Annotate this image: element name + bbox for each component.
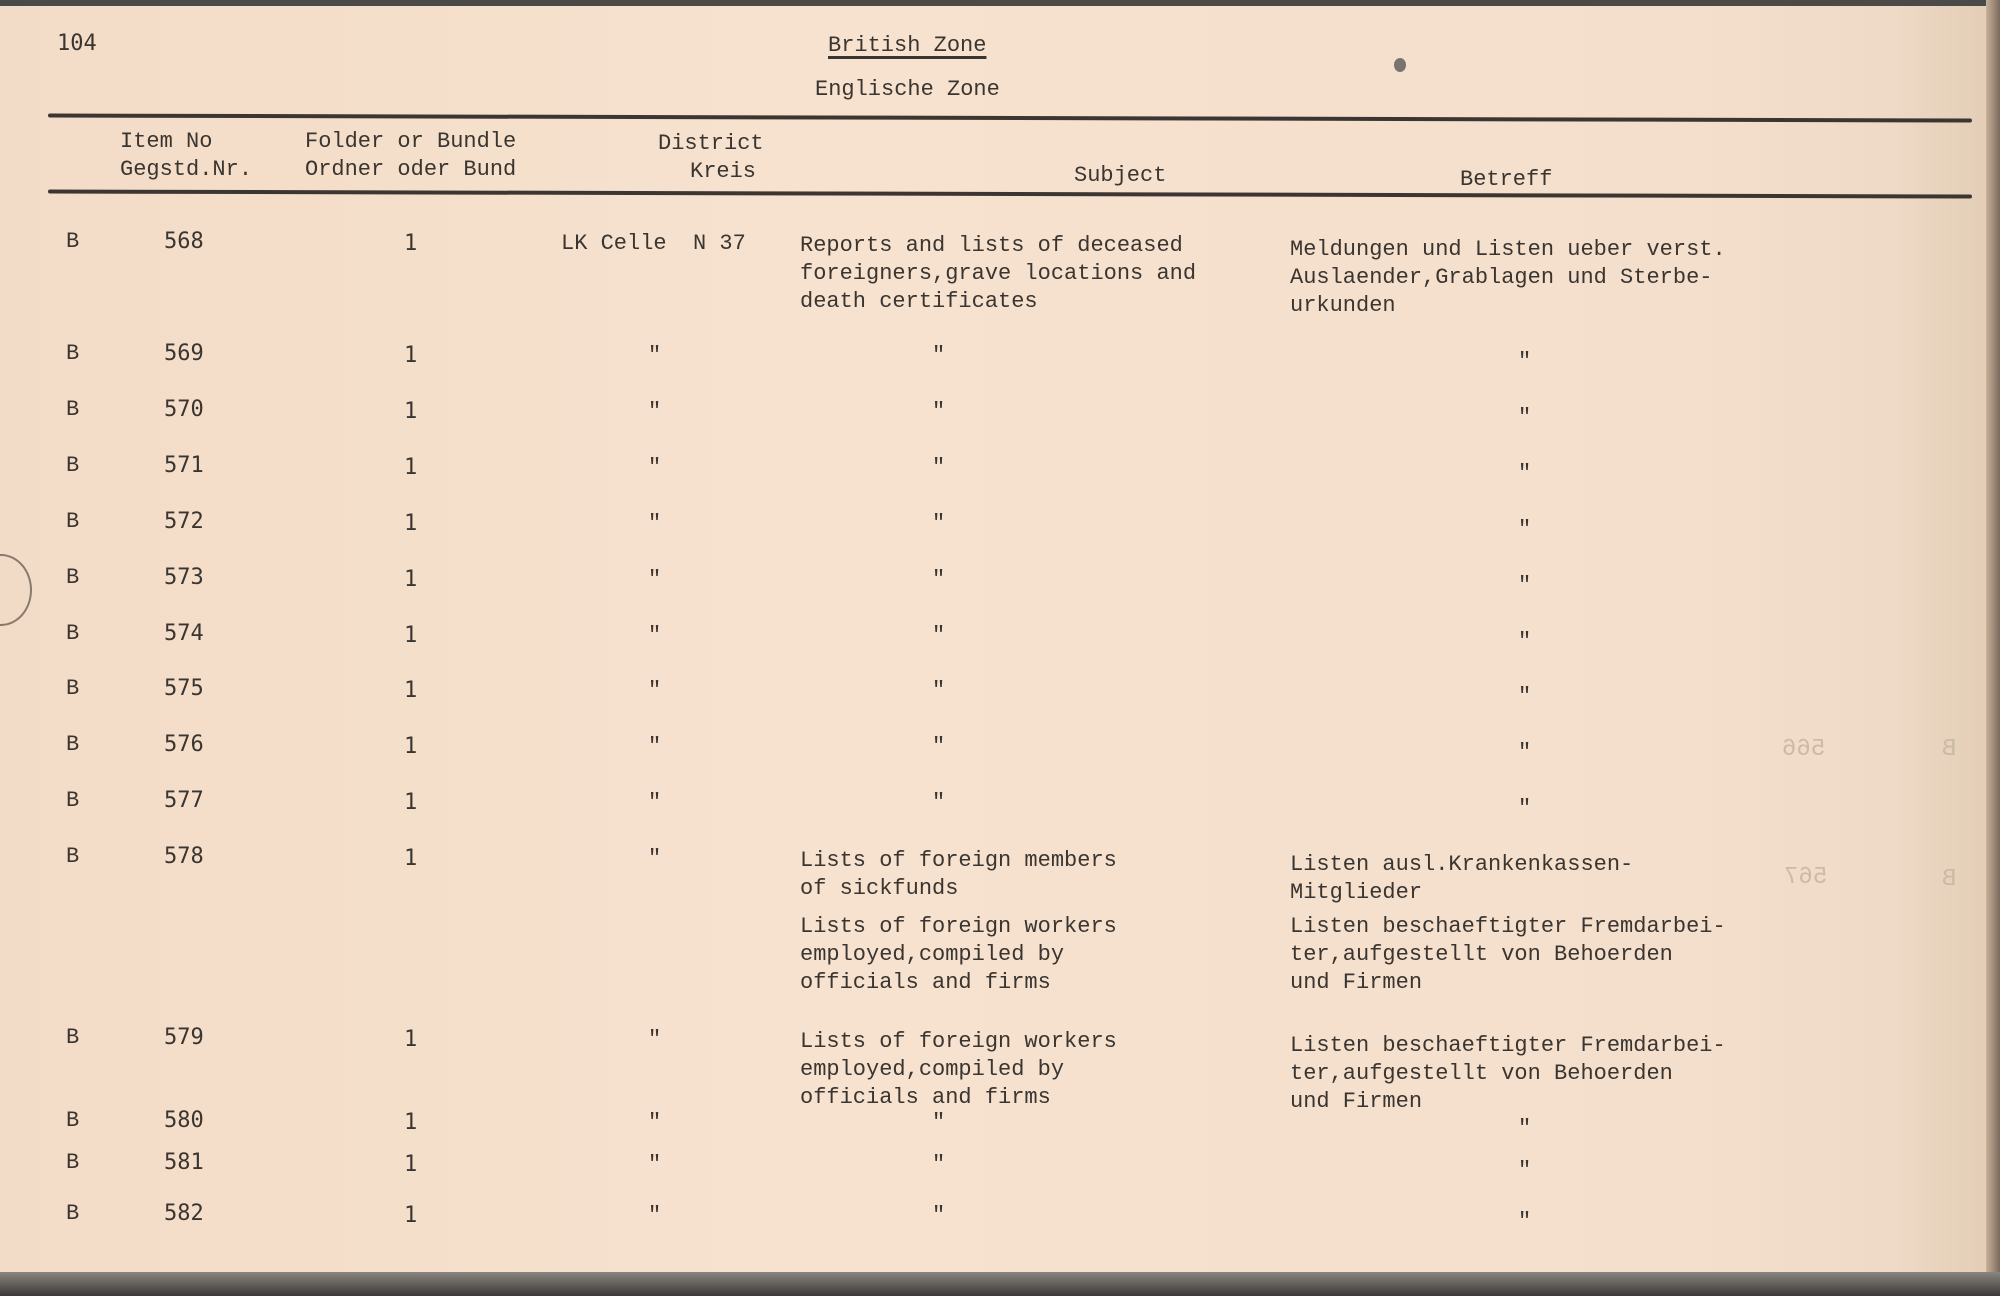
folder-count: 1 [404,678,418,703]
district: " [648,678,662,703]
item-number: 582 [164,1201,204,1226]
district: " [648,623,662,648]
item-number: 570 [164,397,204,422]
bleed-through-prefix: B [1942,736,1957,763]
item-number: 573 [164,565,204,590]
item-number: 574 [164,621,204,646]
item-number: 575 [164,676,204,701]
row-prefix: B [66,676,80,701]
district: " [648,1152,662,1177]
betreff: " [1518,629,1532,654]
folder-count: 1 [404,734,418,759]
row-prefix: B [66,1150,80,1175]
subject: Lists of foreign members of sickfunds [800,848,1117,901]
folder-count: 1 [404,455,418,480]
folder-count: 1 [404,846,418,871]
subject: " [932,1110,946,1135]
row-prefix: B [66,621,80,646]
betreff: " [1518,1158,1532,1183]
header-top-rule [48,113,1972,122]
subject: " [932,1203,946,1228]
folder-count: 1 [404,399,418,424]
district: " [648,1203,662,1228]
row-prefix: B [66,397,80,422]
ink-spot [1394,58,1406,72]
item-number: 579 [164,1025,204,1050]
subject: " [932,790,946,815]
item-number: 578 [164,844,204,869]
page-edge [1986,0,2000,1296]
folder-count: 1 [404,1027,418,1052]
document-page [0,6,1990,1274]
subject: " [932,343,946,368]
district: " [648,455,662,480]
district: " [648,343,662,368]
district: " [648,734,662,759]
folder-count: 1 [404,1110,418,1135]
row-prefix: B [66,788,80,813]
folder-count: 1 [404,343,418,368]
col-header-district-en: District [658,131,764,156]
row-prefix: B [66,565,80,590]
subject: " [932,511,946,536]
betreff: " [1518,461,1532,486]
betreff: " [1518,740,1532,765]
bleed-through-prefix: B [1942,866,1957,893]
page-title: British Zone [828,33,987,58]
betreff: " [1518,573,1532,598]
folder-count: 1 [404,511,418,536]
item-number: 576 [164,732,204,757]
folder-count: 1 [404,623,418,648]
betreff: " [1518,1209,1532,1234]
folder-count: 1 [404,1203,418,1228]
betreff: " [1518,684,1532,709]
district: " [648,511,662,536]
item-number: 581 [164,1150,204,1175]
row-prefix: B [66,1201,80,1226]
betreff: " [1518,1116,1532,1141]
row-prefix: B [66,229,80,254]
folder-count: 1 [404,790,418,815]
bleed-through-item: 567 [1784,864,1828,891]
row-prefix: B [66,1108,80,1133]
subject-continued: Lists of foreign workers employed,compiled by officials and firms [800,914,1117,995]
betreff: " [1518,405,1532,430]
header-bottom-rule [48,189,1972,198]
folder-count: 1 [404,567,418,592]
district: " [648,1110,662,1135]
item-number: 572 [164,509,204,534]
subject: " [932,623,946,648]
item-number: 569 [164,341,204,366]
col-header-folder-de: Ordner oder Bund [305,157,517,182]
betreff: " [1518,517,1532,542]
district: " [648,567,662,592]
row-prefix: B [66,732,80,757]
page-number: 104 [57,31,97,56]
folder-count: 1 [404,1152,418,1177]
subject: Reports and lists of deceased foreigners,grave locations and death certificates [800,233,1197,314]
district: " [648,1027,662,1052]
row-prefix: B [66,844,80,869]
index-tab [0,554,32,626]
district: LK Celle N 37 [561,231,746,256]
district: " [648,846,662,871]
col-header-subject: Subject [1074,163,1167,188]
item-number: 580 [164,1108,204,1133]
book-edge [0,1272,2000,1296]
item-number: 577 [164,788,204,813]
district: " [648,399,662,424]
col-header-district-de: Kreis [690,159,757,184]
col-header-item-no-en: Item No [120,129,213,154]
subject: " [932,734,946,759]
col-header-item-no-de: Gegstd.Nr. [120,157,253,182]
district: " [648,790,662,815]
betreff: " [1518,349,1532,374]
subject: " [932,1152,946,1177]
row-prefix: B [66,509,80,534]
betreff: Listen ausl.Krankenkassen- Mitglieder [1290,852,1634,905]
betreff-continued: Listen beschaeftigter Fremdarbei- ter,aufgestellt von Behoerden und Firmen [1290,914,1726,995]
betreff: Meldungen und Listen ueber verst. Auslaender,Grablagen und Sterbe- urkunden [1290,237,1726,318]
folder-count: 1 [404,231,418,256]
page-subtitle: Englische Zone [815,77,1000,102]
subject: " [932,455,946,480]
row-prefix: B [66,341,80,366]
subject: " [932,567,946,592]
bleed-through-item: 566 [1782,736,1826,763]
row-prefix: B [66,1025,80,1050]
row-prefix: B [66,453,80,478]
betreff: " [1518,796,1532,821]
subject: " [932,399,946,424]
item-number: 568 [164,229,204,254]
item-number: 571 [164,453,204,478]
col-header-folder-en: Folder or Bundle [305,129,517,154]
col-header-betreff: Betreff [1460,167,1553,192]
subject: Lists of foreign workers employed,compiled by officials and firms [800,1029,1117,1110]
subject: " [932,678,946,703]
betreff: Listen beschaeftigter Fremdarbei- ter,aufgestellt von Behoerden und Firmen [1290,1033,1726,1114]
